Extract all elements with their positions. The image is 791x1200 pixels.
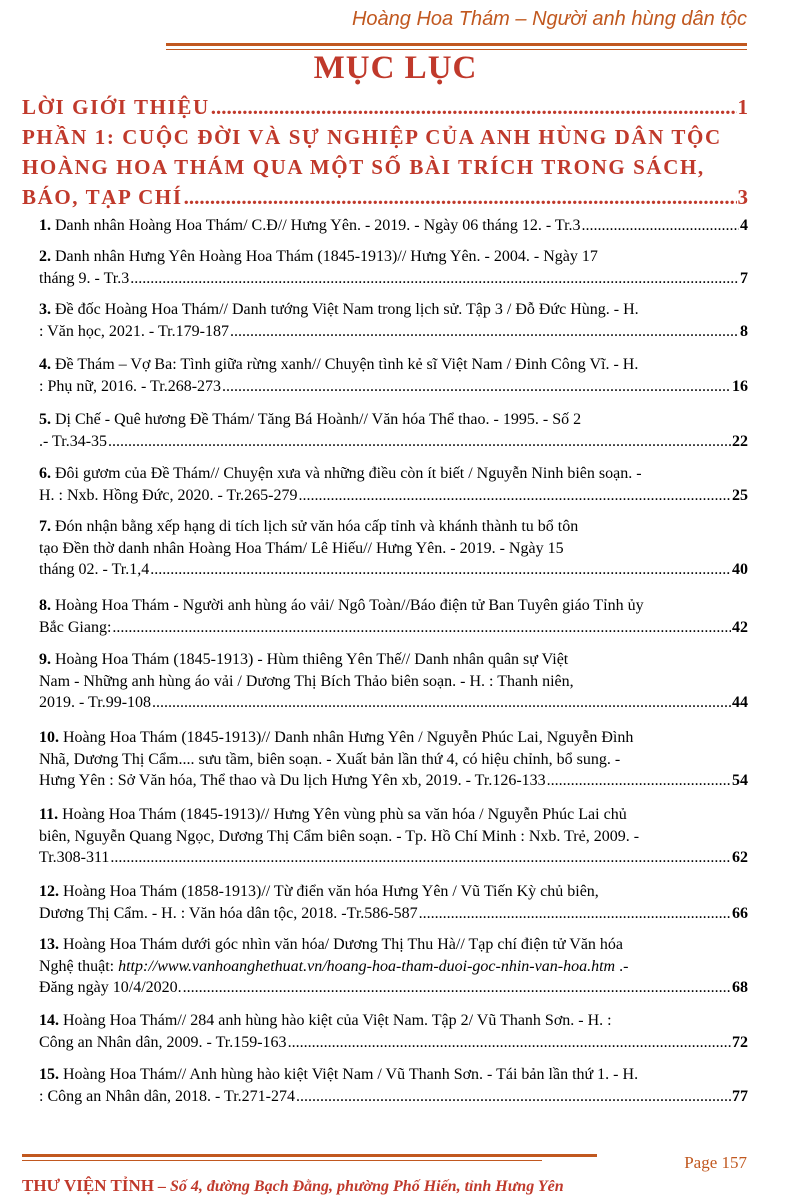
toc-major-label: BÁO, TẠP CHÍ — [22, 185, 183, 209]
entry-number: 6. — [39, 465, 51, 482]
dot-leader — [230, 321, 739, 343]
entry-text: biên, Nguyễn Quang Ngọc, Dương Thị Cẩm biên soạn. - Tp. Hồ Chí Minh : Nxb. Trẻ, 2009. - — [39, 827, 640, 845]
toc-entry-8[interactable] — [39, 595, 748, 638]
dot-leader — [108, 431, 731, 453]
toc-entry-12[interactable] — [39, 881, 748, 924]
entry-text: Nhã, Dương Thị Cẩm.... sưu tầm, biên soạn. - Xuất bản lần thứ 4, có hiệu chỉnh, bổ sung. - — [39, 750, 621, 768]
entry-number: 13. — [39, 936, 59, 953]
entry-page: 68 — [732, 979, 748, 996]
entry-number: 1. — [39, 217, 51, 234]
entry-text: Dị Chế - Quê hương Đề Thám/ Tăng Bá Hoành// Văn hóa Thể thao. - 1995. - Số 2 — [51, 411, 582, 428]
toc-entry-4[interactable] — [39, 354, 748, 397]
footer-rule-thin — [22, 1160, 542, 1161]
dot-leader — [110, 847, 731, 869]
entry-text: Đôi gươm của Đề Thám// Chuyện xưa và những điều còn ít biết / Nguyễn Ninh biên soạn. - — [51, 465, 642, 482]
entry-page: 8 — [740, 322, 748, 340]
page-number: Page 157 — [684, 1153, 747, 1172]
footer-address: – Số 4, đường Bạch Đằng, phường Phố Hiến, tỉnh Hưng Yên — [153, 1178, 564, 1195]
entry-number: 12. — [39, 883, 59, 900]
dot-leader — [211, 92, 737, 122]
dot-leader — [152, 692, 731, 714]
entry-page: 40 — [732, 561, 748, 578]
entry-text: Nghệ thuật: — [39, 957, 119, 975]
entry-number: 8. — [39, 597, 51, 614]
entry-text: Danh nhân Hưng Yên Hoàng Hoa Thám (1845-1913)// Hưng Yên. - 2004. - Ngày 17 — [51, 248, 598, 265]
entry-text: .- Tr.34-35 — [39, 432, 108, 450]
dot-leader — [222, 376, 731, 398]
toc-entry-13[interactable] — [39, 934, 748, 999]
entry-page: 42 — [732, 618, 748, 636]
entry-text: Hoàng Hoa Thám (1845-1913) - Hùm thiêng Yên Thế// Danh nhân quân sự Việt — [51, 651, 569, 668]
entry-text: : Phụ nữ, 2016. - Tr.268-273 — [39, 377, 222, 395]
entry-page: 62 — [732, 849, 748, 866]
entry-page: 66 — [732, 904, 748, 922]
toc-page-number: 3 — [737, 185, 748, 209]
toc-entry-3[interactable] — [39, 299, 748, 342]
entry-number: 15. — [39, 1066, 59, 1083]
entry-number: 9. — [39, 651, 51, 668]
entry-text: Công an Nhân dân, 2009. - Tr.159-163 — [39, 1033, 287, 1051]
entry-text: tháng 02. - Tr.1,4 — [39, 561, 150, 578]
dot-leader — [298, 485, 731, 507]
toc-page-number: 1 — [737, 95, 748, 119]
entry-text: Hoàng Hoa Thám (1845-1913)// Hưng Yên vùng phù sa văn hóa / Nguyễn Phúc Lai chủ — [58, 806, 627, 823]
entry-text: : Công an Nhân dân, 2018. - Tr.271-274 — [39, 1087, 295, 1105]
toc-entry-5[interactable] — [39, 409, 748, 452]
entry-text: Nam - Những anh hùng áo vải / Dương Thị Bích Thảo biên soạn. - H. : Thanh niên, — [39, 672, 574, 690]
dot-leader — [288, 1032, 731, 1054]
toc-entry-14[interactable] — [39, 1010, 748, 1053]
entry-text: Hoàng Hoa Thám// 284 anh hùng hào kiệt của Việt Nam. Tập 2/ Vũ Thanh Sơn. - H. : — [59, 1012, 612, 1029]
dot-leader — [150, 559, 731, 581]
toc-major-intro[interactable] — [22, 92, 748, 122]
footer-library-name: THƯ VIỆN TỈNH — [22, 1176, 154, 1195]
entry-url-link[interactable]: http://www.vanhoanghethuat.vn/hoang-hoa-tham-duoi-goc-nhin-van-hoa.htm — [118, 957, 616, 975]
entry-text: Đề đốc Hoàng Hoa Thám// Danh tướng Việt Nam trong lịch sử. Tập 3 / Đỗ Đức Hùng. - H. — [51, 301, 639, 318]
toc-entry-15[interactable] — [39, 1064, 748, 1107]
toc-entry-10[interactable] — [39, 727, 748, 792]
entry-number: 14. — [39, 1012, 59, 1029]
toc-major-part1[interactable] — [22, 122, 748, 212]
entry-text: : Văn học, 2021. - Tr.179-187 — [39, 322, 229, 340]
dot-leader — [419, 903, 731, 925]
toc-entry-7[interactable] — [39, 516, 748, 581]
header-rule — [166, 43, 747, 46]
entry-text: Đề Thám – Vợ Ba: Tình giữa rừng xanh// Chuyện tình kẻ sĩ Việt Nam / Đinh Công Vĩ. - H. — [51, 356, 639, 373]
toc-major-label: LỜI GIỚI THIỆU — [22, 95, 210, 119]
entry-text: Danh nhân Hoàng Hoa Thám/ C.Đ// Hưng Yên. - 2019. - Ngày 06 tháng 12. - Tr.3 — [51, 217, 581, 234]
entry-text: Đón nhận bằng xếp hạng di tích lịch sử văn hóa cấp tỉnh và khánh thành tu bổ tôn — [51, 518, 579, 535]
entry-text: Dương Thị Cẩm. - H. : Văn hóa dân tộc, 2018. -Tr.586-587 — [39, 904, 418, 922]
dot-leader — [296, 1086, 731, 1108]
entry-page: 7 — [740, 269, 748, 287]
entry-text: H. : Nxb. Hồng Đức, 2020. - Tr.265-279 — [39, 486, 298, 504]
toc-entry-9[interactable] — [39, 649, 748, 714]
toc-major-line: PHẦN 1: CUỘC ĐỜI VÀ SỰ NGHIỆP CỦA ANH HÙNG DÂN TỘC — [22, 125, 722, 149]
dot-leader — [183, 977, 731, 999]
footer-library-address — [22, 1176, 564, 1196]
entry-number: 5. — [39, 411, 51, 428]
entry-text: Tr.308-311 — [39, 849, 110, 866]
entry-text: Hoàng Hoa Thám// Anh hùng hào kiệt Việt Nam / Vũ Thanh Sơn. - Tái bản lần thứ 1. - H. — [59, 1066, 639, 1083]
dot-leader — [184, 182, 737, 212]
entry-page: 25 — [732, 486, 748, 504]
toc-heading: MỤC LỤC — [313, 50, 478, 86]
entry-text: .- — [615, 957, 629, 975]
entry-number: 7. — [39, 518, 51, 535]
entry-page: 54 — [732, 772, 748, 789]
entry-text: tạo Đền thờ danh nhân Hoàng Hoa Thám/ Lê Hiếu// Hưng Yên. - 2019. - Ngày 15 — [39, 539, 564, 557]
entry-number: 11. — [39, 806, 59, 823]
running-header-title: Hoàng Hoa Thám – Người anh hùng dân tộc — [351, 8, 747, 30]
entry-text: tháng 9. - Tr.3 — [39, 269, 130, 287]
dot-leader — [112, 617, 731, 639]
toc-entry-1[interactable] — [39, 215, 748, 237]
entry-page: 44 — [732, 694, 748, 711]
dot-leader — [582, 215, 739, 237]
entry-text: Bắc Giang: — [39, 618, 112, 636]
entry-number: 4. — [39, 356, 51, 373]
entry-page: 16 — [732, 377, 748, 395]
entry-text: Đăng ngày 10/4/2020. — [39, 979, 182, 996]
entry-page: 72 — [732, 1033, 748, 1051]
entry-text: 2019. - Tr.99-108 — [39, 694, 152, 711]
entry-page: 4 — [740, 217, 748, 234]
dot-leader — [547, 770, 731, 792]
entry-text: Hưng Yên : Sở Văn hóa, Thể thao và Du lịch Hưng Yên xb, 2019. - Tr.126-133 — [39, 772, 546, 789]
entry-text: Hoàng Hoa Thám dưới góc nhìn văn hóa/ Dương Thị Thu Hà// Tạp chí điện tử Văn hóa — [59, 936, 624, 953]
entry-text: Hoàng Hoa Thám - Người anh hùng áo vải/ Ngô Toàn//Báo điện tử Ban Tuyên giáo Tỉnh ủy — [51, 597, 644, 614]
entry-number: 2. — [39, 248, 51, 265]
toc-entry-6[interactable] — [39, 463, 748, 506]
toc-major-line: HOÀNG HOA THÁM QUA MỘT SỐ BÀI TRÍCH TRONG SÁCH, — [22, 155, 705, 179]
entry-page: 77 — [732, 1087, 748, 1105]
entry-number: 10. — [39, 729, 59, 746]
toc-entry-2[interactable] — [39, 246, 748, 289]
entry-text: Hoàng Hoa Thám (1858-1913)// Từ điển văn hóa Hưng Yên / Vũ Tiến Kỳ chủ biên, — [59, 883, 599, 900]
entry-number: 3. — [39, 301, 51, 318]
dot-leader — [130, 268, 739, 290]
footer-rule — [22, 1154, 597, 1157]
entry-text: Hoàng Hoa Thám (1845-1913)// Danh nhân Hưng Yên / Nguyễn Phúc Lai, Nguyễn Đình — [59, 729, 634, 746]
toc-entry-11[interactable] — [39, 804, 748, 869]
entry-page: 22 — [732, 432, 748, 450]
